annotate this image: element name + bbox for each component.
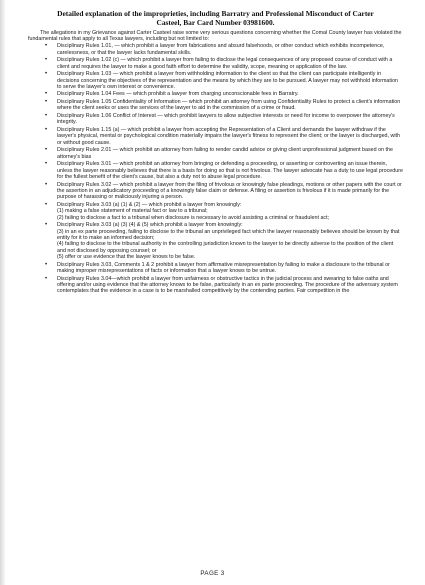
rule-item — [28, 262, 403, 275]
rule-item — [28, 222, 403, 260]
rule-subclause: (5) offer or use evidence that the lawyer knows to be false. — [57, 254, 196, 261]
rule-item — [28, 99, 403, 112]
rule-subclause: (1) making a false statement of material fact or law to a tribunal; — [57, 208, 208, 215]
rule-text: Disciplinary Rules 3.03, Comments 1 & 2 prohibit a lawyer from affirmative misrepresentation by failing to make a disclosure to the tribunal or making improper misrepresentations of facts or information that a lawyer knows to be untrue. — [57, 261, 390, 275]
scan-edge-shadow — [0, 0, 6, 585]
intro-paragraph: The allegations in my Grievance against Carter Casteel raise some very serious questions concerning whether the Comal County lawyer has violated the fundamental rules that apply to all Texas lawyers, including but not limited to: — [28, 30, 402, 43]
rule-item — [28, 71, 403, 90]
rule-item — [28, 43, 403, 56]
rule-text: Disciplinary Rules 1.05 Confidentiality of Information — which prohibit an attorney from using Confidentiality Rules to protect a client's information where the client seeks or uses the services of the lawyer to aid in the commission of a crime or fraud. — [57, 99, 401, 112]
rule-text: Disciplinary Rules 1.15 (a) — which prohibit a lawyer from accepting the Representation of a Client and demands the lawyer withdraw if the lawyer's physical, mental or psychological condition materially impairs the lawyer's fitness to represent the client; or the lawyer is discharged, with or without good cause. — [57, 127, 401, 146]
disciplinary-rules-list — [28, 43, 403, 295]
rule-item — [28, 147, 403, 160]
rule-text: Disciplinary Rules 3.01 — which prohibit an attorney from bringing or defending a proceeding, or asserting or controverting an issue therein, unless the lawyer reasonably believes that there is a basis for doing so that is not frivolous. The lawyer advocate has a duty to use legal procedure for the fullest benefit of the client's cause, but also a duty not to abuse legal procedure. — [57, 161, 403, 181]
rule-text: Disciplinary Rules 3.03 (a) (1) & (2) — which prohibit a lawyer from knowingly: — [57, 202, 242, 209]
rule-text: Disciplinary Rules 1.02 (c) — which prohibit a lawyer from failing to disclose the legal consequences of any proposed course of conduct with a client and requires the lawyer to make a good faith effort to determine the validity, scope, meaning or application of the law. — [57, 57, 393, 70]
rule-item — [28, 57, 403, 70]
rule-text: Disciplinary Rules 3.04—which prohibit a lawyer from unfairness or obstructive tactics in the judicial process and swearing to false oaths and offering and/or using evidence that the attorney knows to be false, particularly in an ex parte proceeding. The procedure of the adversary system contemplates that the evidence in a case is to be marshalled competitively by the contending parties. Fair competition in the — [57, 275, 398, 295]
rule-item — [28, 91, 403, 97]
rule-text: Disciplinary Rules 1.06 Conflict of Interest — which prohibit lawyers to allow subjective interests or need for income to overpower the attorney's integrity. — [57, 113, 395, 126]
rule-text: Disciplinary Rules 1.03 — which prohibit a lawyer from withholding information to the client so that the client can participate intelligently in decisions concerning the objectives of the representation and the means by which they are to be pursued. A lawyer may not withhold information to serve the lawyer's own interest or convenience. — [57, 71, 399, 90]
rule-subclause: (4) failing to disclose to the tribunal authority in the controlling jurisdiction known to the lawyer to be directly adverse to the position of the client and not disclosed by opposing counsel; or — [57, 241, 394, 254]
page-number: PAGE 3 — [200, 570, 225, 577]
document-title: Detailed explanation of the improprieties, including Barratry and Professional Misconduct of Carter Casteel, Bar Card Number 03981600. — [57, 9, 374, 27]
rule-item — [28, 202, 403, 221]
rule-item — [28, 276, 403, 295]
rule-text: Disciplinary Rules 1.01, — which prohibit a lawyer from fabrications and absurd falsehoods, or other conduct which exhibits incompetence, carelessness, or that the lawyer lacks fundamental skills. — [57, 43, 385, 56]
rule-subclause: (3) in an ex parte proceeding, failing to disclose to the tribunal an unprivileged fact which the lawyer reasonably believes should be known by that entity for it to make an informed decision; — [57, 228, 400, 242]
rule-text: Disciplinary Rules 2.01 — which prohibit an attorney from failing to render candid advice or giving client unprofessional judgment based on the attorney's bias — [57, 147, 393, 160]
rule-item — [28, 113, 403, 126]
rule-subclause: (2) failing to disclose a fact to a tribunal when disclosure is necessary to avoid assisting a criminal or fraudulent act; — [57, 214, 330, 221]
rule-item — [28, 127, 403, 146]
rule-text: Disciplinary Rules 3.03 (a) (3) (4) & (5) which prohibit a lawyer from knowingly: — [57, 222, 243, 229]
rule-item — [28, 182, 403, 201]
rule-item — [28, 161, 403, 180]
rule-text: Disciplinary Rules 1.04 Fees — which prohibit a lawyer from charging unconscionable fees in Barratry. — [57, 91, 299, 98]
rule-text: Disciplinary Rules 3.02 — which prohibit a lawyer from the filing of frivolous or knowingly false pleadings, motions or other papers with the court or the assertion in an adjudicatory proceeding of a knowingly false claim or defense. A filing or assertion is frivolous if it is made primarily for the purpose of harassing or maliciously injuring a person. — [57, 181, 402, 201]
